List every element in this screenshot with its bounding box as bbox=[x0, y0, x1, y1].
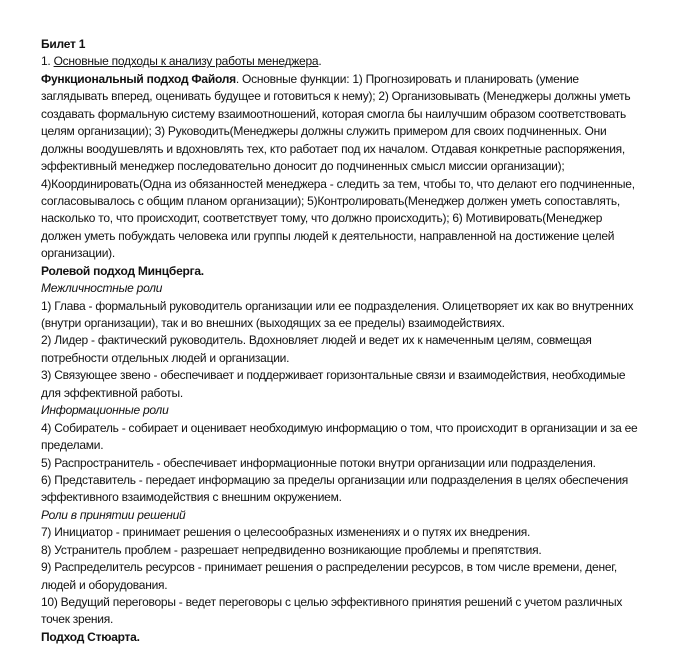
text-line: целям организации); 3) Руководить(Менеджеры должны служить примером для своих подчиненных. Они bbox=[41, 124, 607, 139]
text-line: эффективный менеджер последовательно доносит до подчиненных смысл миссии организации); bbox=[41, 159, 565, 174]
question-title: Основные подходы к анализу работы менеджера bbox=[53, 54, 319, 69]
text-line: должны воодушевлять и вдохновлять тех, кто работает под их началом. Отдавая конкретные распоряжения, bbox=[41, 141, 625, 156]
text-line: 7) Инициатор - принимает решения о целесообразных изменениях и о путях их внедрения. bbox=[41, 525, 531, 540]
question-number: 1. bbox=[41, 54, 54, 69]
text-line: эффективного взаимодействия с внешним окружением. bbox=[41, 490, 342, 505]
text-line: 3) Связующее звено - обеспечивает и поддерживает горизонтальные связи и взаимодействия, необходимые bbox=[41, 368, 626, 383]
informational-heading: Информационные роли bbox=[41, 403, 169, 418]
text-line: 8) Устранитель проблем - разрешает непредвиденно возникающие проблемы и препятствия. bbox=[41, 542, 542, 557]
text-line: (внутри организации), так и во внешних (выходящих за ее пределы) взаимодействиях. bbox=[41, 316, 505, 330]
text-line: 6) Представитель - передает информацию за пределы организации или подразделения в целях обеспечения bbox=[41, 472, 629, 487]
text-line: 1) Глава - формальный руководитель организации или ее подразделения. Олицетворяет их как во внутренних bbox=[41, 298, 634, 313]
text-line: 9) Распределитель ресурсов - принимает решения о распределении ресурсов, в том числе времени, денег, bbox=[41, 560, 618, 575]
fayol-text: . Основные функции: 1) Прогнозировать и планировать (умение bbox=[235, 71, 579, 86]
stewart-heading: Подход Стюарта. bbox=[41, 629, 140, 644]
text-line: 2) Лидер - фактический руководитель. Вдохновляет людей и ведет их к намеченным целям, совмещая bbox=[41, 333, 592, 348]
mintzberg-heading: Ролевой подход Минцберга. bbox=[41, 263, 204, 278]
text-line: 4)Координировать(Одна из обязанностей менеджера - следить за тем, чтобы то, что делают его подчиненные, bbox=[41, 176, 635, 191]
text-line: точек зрения. bbox=[41, 612, 114, 627]
question-end: . bbox=[318, 54, 322, 69]
text-line: насколько то, что происходит, соответствует тому, что должно происходить); 6) Мотивировать(Менеджер bbox=[41, 211, 603, 226]
text-line: создавать формальную систему взаимоотношений, которая смогла бы наилучшим образом соответствовать bbox=[41, 106, 626, 121]
fayol-first-line bbox=[41, 71, 637, 88]
text-line: организации). bbox=[41, 246, 115, 261]
text-line: 4) Собиратель - собирает и оценивает необходимую информацию о том, что происходит в организации и за ее bbox=[41, 420, 638, 435]
text-line: пределами. bbox=[41, 438, 104, 453]
fayol-heading: Функциональный подход Файоля bbox=[41, 71, 236, 86]
document-body bbox=[41, 36, 637, 646]
text-line: потребности отдельных людей и организации. bbox=[41, 350, 290, 365]
ticket-title: Билет 1 bbox=[41, 37, 86, 51]
question-line bbox=[41, 53, 637, 70]
text-line: 5) Распространитель - обеспечивает информационные потоки внутри организации или подразделения. bbox=[41, 455, 596, 470]
text-line: для эффективной работы. bbox=[41, 385, 184, 400]
text-line: должен уметь побуждать человека или группы людей к деятельности, направленной на достижение целей bbox=[41, 228, 615, 243]
text-line: согласовывалось с общим планом организации); 5)Контролировать(Менеджер должен уметь сопоставлять, bbox=[41, 193, 620, 208]
text-line: 10) Ведущий переговоры - ведет переговоры с целью эффективного принятия решений с учетом различных bbox=[41, 595, 623, 609]
interpersonal-heading: Межличностные роли bbox=[41, 281, 163, 296]
text-line: заглядывать вперед, оценивать будущее и готовиться к нему); 2) Организовывать (Менеджеры должны уметь bbox=[41, 89, 631, 104]
decisional-heading: Роли в принятии решений bbox=[41, 507, 186, 522]
text-line: людей и оборудования. bbox=[41, 577, 168, 592]
